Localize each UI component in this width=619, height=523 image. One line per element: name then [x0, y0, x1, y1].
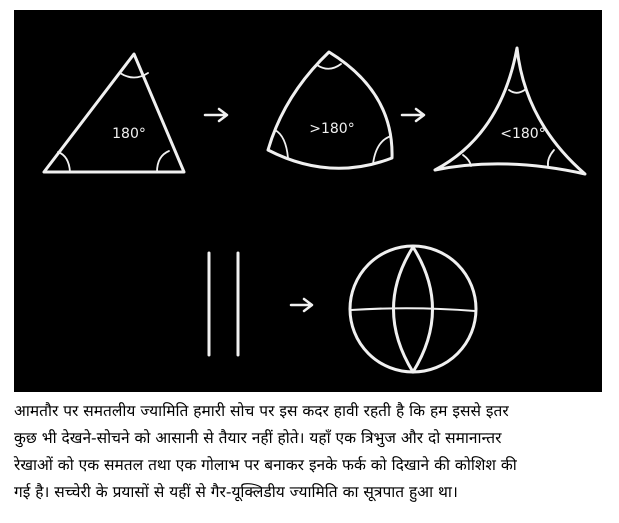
arrow-right-2	[402, 109, 424, 121]
flat-triangle-label: 180°	[112, 126, 146, 142]
caption-line-2: कुछ भी देखने-सोचने को आसानी से तैयार नहीं होते। यहाँ एक त्रिभुज और दो समानान्तर	[14, 429, 502, 447]
diagram-panel	[14, 10, 602, 392]
spherical-triangle-label: >180°	[309, 121, 355, 137]
caption-line-3: रेखाओं को एक समतल तथा एक गोलाभ पर बनाकर इनके फर्क को दिखाने की कोशिश की	[14, 456, 517, 474]
geometry-diagram	[14, 10, 602, 392]
caption-line-1: आमतौर पर समतलीय ज्यामिति हमारी सोच पर इस कदर हावी रहती है कि हम इससे इतर	[14, 402, 509, 420]
caption-line-4: गई है। सच्चेरी के प्रयासों से यहीं से गैर-यूक्लिडीय ज्यामिति का सूत्रपात हुआ था।	[14, 483, 458, 501]
sphere-equator	[351, 308, 475, 311]
arrow-right-3	[291, 299, 312, 311]
figure-caption	[14, 398, 606, 506]
spherical-triangle-angle-top	[317, 64, 341, 69]
flat-triangle-angle-right	[157, 151, 169, 172]
hyperbolic-triangle-angle-right	[548, 150, 554, 166]
hyperbolic-triangle	[435, 48, 585, 174]
flat-triangle-angle-left	[58, 152, 70, 172]
arrow-right-1	[205, 109, 227, 121]
sphere-meridian-left	[394, 247, 414, 372]
hyperbolic-triangle-label: <180°	[500, 126, 546, 142]
hyperbolic-triangle-angle-top	[509, 89, 526, 93]
